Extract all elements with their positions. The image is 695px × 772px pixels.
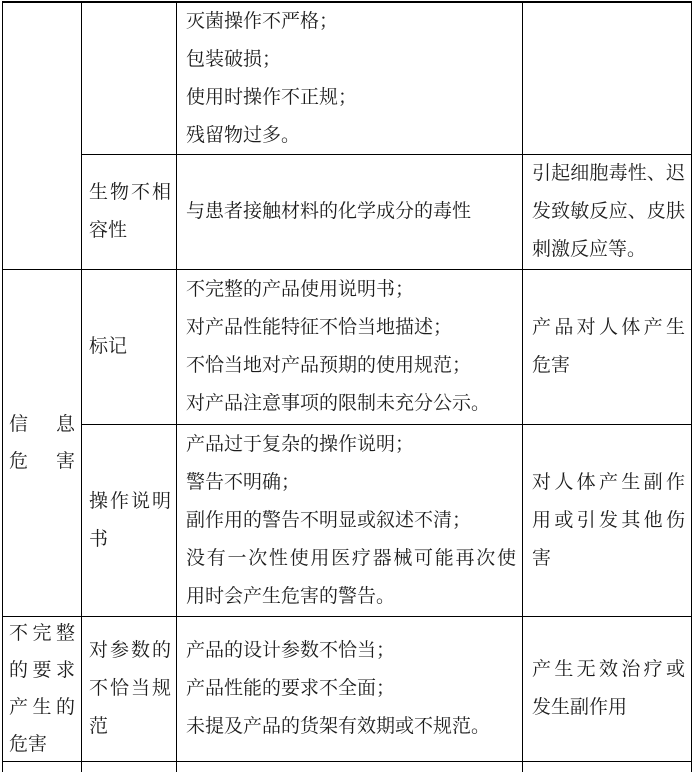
cell-text-line: 产品对人体产生 bbox=[532, 317, 685, 338]
cell-partial-row-type bbox=[82, 762, 177, 772]
cell-text-line: 发致敏反应、皮肤 bbox=[532, 201, 685, 222]
cell-consequence-empty bbox=[523, 3, 692, 155]
cell-category-information-hazard bbox=[3, 270, 82, 617]
cell-text-line: 不恰当地对产品预期的使用规范； bbox=[186, 355, 472, 376]
cell-text-line: 刺激反应等。 bbox=[532, 239, 647, 260]
cell-text-line: 危害 bbox=[9, 451, 75, 472]
cell-partial-row-consequence bbox=[523, 762, 692, 772]
cell-text-line: 标记 bbox=[89, 336, 128, 357]
cell-hazard-type-operation-manual bbox=[82, 425, 177, 617]
cell-text-line: 不完整的产品使用说明书； bbox=[186, 279, 415, 300]
cell-text-line: 产生无效治疗或 bbox=[532, 659, 685, 680]
cell-text-line: 用或引发其他伤 bbox=[532, 509, 685, 531]
cell-text-line: 残留物过多。 bbox=[186, 124, 301, 146]
cell-text-line: 生物不相 bbox=[89, 182, 171, 203]
cell-text-line: 产品过于复杂的操作说明； bbox=[186, 433, 415, 455]
cell-text-line: 用时会产生危害的警告。 bbox=[186, 585, 396, 607]
cell-text-line: 不完整 bbox=[9, 623, 75, 644]
cell-text-line: 对参数的 bbox=[89, 640, 171, 661]
cell-consequence-ineffective-treatment bbox=[523, 617, 692, 762]
cell-text-line: 产生的 bbox=[9, 697, 75, 718]
cell-text-line: 危害 bbox=[532, 355, 571, 376]
risk-analysis-table bbox=[2, 1, 692, 772]
cell-cause-sterilization bbox=[177, 3, 523, 155]
cell-cause-complex-instructions bbox=[177, 425, 523, 617]
cell-category-incomplete-requirements bbox=[3, 617, 82, 762]
cell-text-line: 危害 bbox=[9, 734, 48, 755]
cell-text-line: 与患者接触材料的化学成分的毒性 bbox=[186, 201, 472, 222]
cell-consequence-side-effects bbox=[523, 425, 692, 617]
cell-text-line: 信息 bbox=[9, 414, 75, 435]
cell-text-line: 容性 bbox=[89, 220, 128, 241]
cell-text-line: 使用时操作不正规； bbox=[186, 86, 358, 108]
cell-text-line: 灭菌操作不严格； bbox=[186, 10, 339, 32]
cell-text-line: 引起细胞毒性、迟 bbox=[532, 163, 685, 184]
cell-hazard-type-improper-parameter-spec bbox=[82, 617, 177, 762]
cell-text-line: 包装破损； bbox=[186, 48, 282, 70]
cell-cause-material-toxicity bbox=[177, 155, 523, 270]
cell-hazard-type-marking bbox=[82, 270, 177, 425]
cell-partial-row-category bbox=[3, 762, 82, 772]
cell-text-line: 发生副作用 bbox=[532, 697, 628, 718]
cell-cause-incomplete-manual bbox=[177, 270, 523, 425]
cell-cause-design-parameters bbox=[177, 617, 523, 762]
cell-text-line: 产品的设计参数不恰当； bbox=[186, 640, 396, 661]
cell-text-line: 对人体产生副作 bbox=[532, 471, 685, 493]
cell-partial-row-cause bbox=[177, 762, 523, 772]
cell-consequence-cytotoxicity bbox=[523, 155, 692, 270]
cell-text-line: 操作说明 bbox=[89, 490, 171, 512]
cell-text-line: 对产品注意事项的限制未充分公示。 bbox=[186, 393, 491, 414]
cell-text-line: 不恰当规 bbox=[89, 678, 171, 699]
cell-text-line: 未提及产品的货架有效期或不规范。 bbox=[186, 716, 491, 737]
cell-hazard-type-empty bbox=[82, 3, 177, 155]
cell-text-line: 书 bbox=[89, 528, 109, 550]
cell-consequence-harm-to-body bbox=[523, 270, 692, 425]
cell-text-line: 副作用的警告不明显或叙述不清； bbox=[186, 509, 472, 531]
cell-text-line: 的要求 bbox=[9, 660, 75, 681]
cell-category-continued-empty bbox=[3, 3, 82, 270]
cell-hazard-type-bio-incompatibility bbox=[82, 155, 177, 270]
cell-text-line: 对产品性能特征不恰当地描述； bbox=[186, 317, 453, 338]
cell-text-line: 警告不明确； bbox=[186, 471, 301, 493]
cell-text-line: 范 bbox=[89, 716, 109, 737]
cell-text-line: 害 bbox=[532, 547, 552, 569]
cell-text-line: 没有一次性使用医疗器械可能再次使 bbox=[186, 547, 516, 569]
cell-text-line: 产品性能的要求不全面； bbox=[186, 678, 396, 699]
